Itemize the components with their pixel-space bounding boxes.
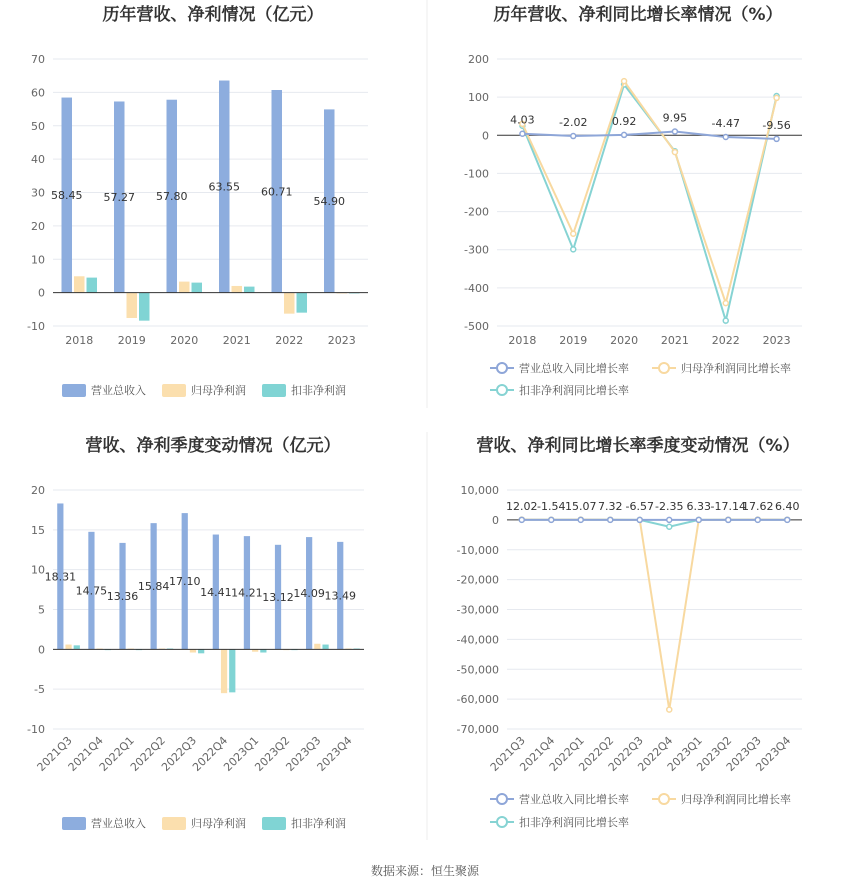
series-point [723,134,728,139]
bar-deducted-profit [229,649,235,692]
bar-data-label: 14.09 [293,587,325,601]
series-point [755,517,760,522]
y-tick-label: -70,000 [456,723,499,736]
line-data-label: -4.47 [711,116,740,130]
x-tick-label: 2023Q2 [694,733,735,774]
y-tick-label: 10,000 [460,484,499,497]
line-data-label: 0.92 [611,114,637,128]
series-line-net-profit-growth [522,81,776,303]
x-tick-label: 2022Q2 [127,733,168,774]
x-tick-label: 2022Q1 [546,733,587,774]
x-tick-label: 2023Q1 [664,733,705,774]
series-line-net-profit-growth [522,520,788,710]
legend-label: 扣非净利润 [291,817,346,830]
chart-title: 历年营收、净利同比增长率情况（%） [493,5,783,25]
y-tick-label: 0 [38,643,45,657]
series-point [785,517,790,522]
legend-label: 营业总收入 [91,817,146,830]
annual-amount-chart [27,4,368,397]
legend-swatch-marker [497,794,507,804]
series-point [571,134,576,139]
x-tick-label: 2022Q1 [96,733,137,774]
series-point [571,247,576,252]
y-tick-label: -20,000 [456,573,499,587]
line-data-label: 7.32 [598,499,623,513]
y-tick-label: 60 [31,86,45,100]
y-tick-label: 10 [31,253,45,267]
bar-data-label: 60.71 [261,185,293,199]
line-data-label: 4.03 [510,113,535,127]
chart-title: 营收、净利季度变动情况（亿元） [85,436,341,456]
x-tick-label: 2023Q2 [252,733,293,774]
x-tick-label: 2018 [508,334,537,347]
series-point [723,301,728,306]
line-data-label: 9.95 [662,111,688,125]
series-point [667,524,672,529]
bar-data-label: 18.31 [44,570,77,584]
x-tick-label: 2023Q3 [283,733,324,774]
series-point [672,129,677,134]
line-data-label: -2.02 [559,116,588,130]
series-point [723,318,728,323]
legend-swatch-marker [497,363,507,373]
bar-net-profit [74,276,85,292]
series-point [578,517,583,522]
bar-net-profit [65,645,71,650]
legend-label: 归母净利润 [191,817,246,830]
series-point [774,95,779,100]
y-tick-label: 15 [31,523,45,537]
y-tick-label: 0 [482,129,489,143]
x-tick-label: 2022Q4 [635,733,676,774]
x-tick-label: 2019 [117,334,146,347]
series-point [667,517,672,522]
x-tick-label: 2020 [170,334,199,347]
x-tick-label: 2021Q4 [517,733,558,774]
series-point [549,517,554,522]
legend-swatch [62,817,86,830]
bar-data-label: 14.21 [231,586,263,600]
y-tick-label: -10 [27,320,45,333]
x-tick-label: 2023 [327,334,356,347]
legend-swatch-marker [659,794,669,804]
legend-label: 扣非净利润同比增长率 [519,816,629,829]
data-source-note: 数据来源：恒生聚源 [370,864,479,878]
series-point [637,517,642,522]
line-data-label: 12.02 [506,499,538,513]
x-tick-label: 2023Q4 [753,733,794,774]
bar-data-label: 14.75 [75,584,108,598]
x-tick-label: 2019 [559,334,588,347]
x-tick-label: 2023Q3 [723,733,764,774]
chart-title: 营收、净利同比增长率季度变动情况（%） [476,436,800,456]
y-tick-label: 0 [38,286,45,300]
series-point [520,131,525,136]
y-tick-label: -5 [34,683,45,697]
y-tick-label: 200 [468,53,489,66]
bar-data-label: 54.90 [313,195,345,209]
line-data-label: 15.07 [565,499,597,513]
bar-data-label: 63.55 [208,180,240,194]
bar-data-label: 58.45 [51,189,83,203]
x-tick-label: 2021Q3 [487,733,528,774]
y-tick-label: 0 [492,513,499,527]
bar-data-label: 17.10 [168,575,201,589]
y-tick-label: 100 [468,91,489,105]
line-data-label: -1.54 [537,499,566,513]
bar-data-label: 13.36 [106,590,139,604]
bar-data-label: 13.49 [324,589,356,603]
x-tick-label: 2021Q4 [65,733,106,774]
x-tick-label: 2023Q4 [314,733,355,774]
legend-label: 营业总收入同比增长率 [519,793,629,806]
x-tick-label: 2022Q3 [159,733,200,774]
line-data-label: -9.56 [762,118,791,132]
bar-deducted-profit [87,278,98,293]
chart-title: 历年营收、净利情况（亿元） [102,5,324,25]
bar-net-profit [232,286,243,293]
bar-net-profit [127,293,138,318]
legend-label: 归母净利润同比增长率 [681,793,791,806]
legend-swatch [262,817,286,830]
annual-growth-chart [464,4,802,397]
y-tick-label: 30 [31,186,45,200]
bar-deducted-profit [139,293,150,321]
series-point [622,132,627,137]
bar-deducted-profit [74,645,80,649]
line-data-label: -17.14 [710,499,746,513]
legend-label: 扣非净利润 [291,384,346,397]
quarterly-growth-chart [457,435,802,829]
bar-data-label: 57.27 [103,191,135,205]
bar-net-profit [314,644,320,650]
line-data-label: 17.62 [742,499,774,513]
series-point [726,517,731,522]
x-tick-label: 2022Q2 [576,733,617,774]
y-tick-label: 70 [31,53,45,66]
bar-data-label: 14.41 [200,585,232,599]
legend-label: 扣非净利润同比增长率 [519,384,629,397]
y-tick-label: -300 [464,243,489,257]
legend-swatch-marker [497,385,507,395]
legend-swatch [62,384,86,397]
y-tick-label: -50,000 [456,663,499,677]
bar-data-label: 15.84 [137,580,170,594]
x-tick-label: 2021 [660,334,689,347]
series-point [672,150,677,155]
legend-label: 营业总收入同比增长率 [519,362,629,375]
series-point [608,517,613,522]
legend-swatch [162,384,186,397]
y-tick-label: 20 [31,484,45,497]
y-tick-label: 40 [31,153,45,167]
y-tick-label: -10 [27,723,45,736]
bar-deducted-profit [198,649,204,653]
legend-swatch [262,384,286,397]
legend-swatch-marker [659,363,669,373]
quarterly-amount-chart [27,435,364,830]
line-data-label: -2.35 [655,499,684,513]
series-point [571,231,576,236]
x-tick-label: 2021 [222,334,251,347]
y-tick-label: -500 [464,320,489,333]
x-tick-label: 2022 [275,334,304,347]
series-point [622,79,627,84]
series-point [519,517,524,522]
x-tick-label: 2023Q1 [221,733,262,774]
bar-net-profit [221,649,227,693]
y-tick-label: -30,000 [456,603,499,617]
bar-net-profit [284,293,295,314]
y-tick-label: 20 [31,219,45,233]
bar-deducted-profit [192,283,203,293]
x-tick-label: 2021Q3 [34,733,75,774]
bar-data-label: 13.12 [262,591,294,605]
x-tick-label: 2020 [610,334,639,347]
series-point [774,136,779,141]
legend-label: 营业总收入 [91,384,146,397]
legend-swatch [162,817,186,830]
series-point [696,517,701,522]
y-tick-label: 50 [31,119,45,133]
y-tick-label: -60,000 [456,693,499,707]
y-tick-label: -40,000 [456,633,499,647]
legend-label: 归母净利润同比增长率 [681,362,791,375]
bar-net-profit [179,282,190,293]
bar-data-label: 57.80 [156,190,188,204]
x-tick-label: 2022Q4 [190,733,231,774]
y-tick-label: 5 [38,603,45,617]
series-point [667,707,672,712]
x-tick-label: 2018 [65,334,94,347]
y-tick-label: -10,000 [456,543,499,557]
x-tick-label: 2023 [762,334,791,347]
x-tick-label: 2022 [711,334,740,347]
legend-label: 归母净利润 [191,384,246,397]
bar-deducted-profit [244,287,255,293]
bar-deducted-profit [322,645,328,650]
y-tick-label: -200 [464,205,489,219]
y-tick-label: -100 [464,167,489,181]
y-tick-label: 10 [31,563,45,577]
legend-swatch-marker [497,817,507,827]
line-data-label: 6.33 [686,499,711,513]
line-data-label: 6.40 [775,499,800,513]
bar-deducted-profit [297,293,308,313]
line-data-label: -6.57 [625,499,654,513]
y-tick-label: -400 [464,281,489,295]
x-tick-label: 2022Q3 [605,733,646,774]
